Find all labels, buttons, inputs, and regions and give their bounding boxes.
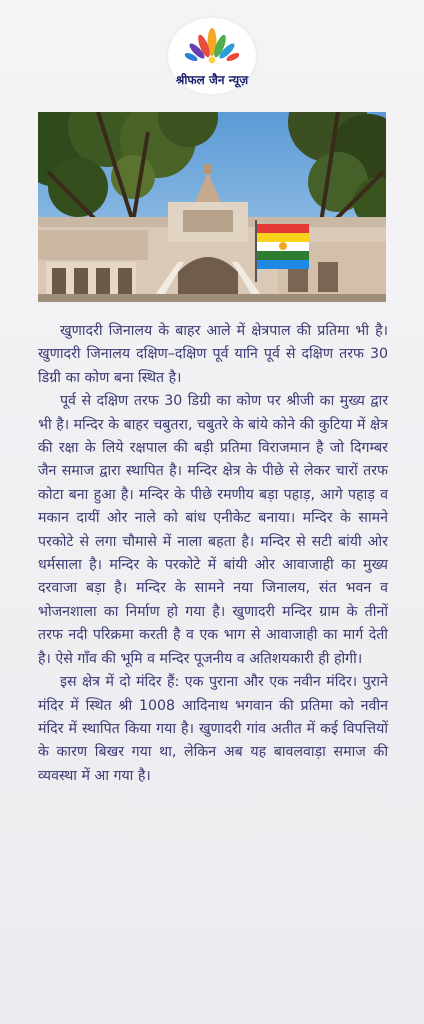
- paragraph-3: इस क्षेत्र में दो मंदिर हैं: एक पुराना और एक नवीन मंदिर। पुराने मंदिर में स्थित श्री 1008 आदिनाथ भगवान की प्रतिमा को नवीन मंदिर में स्थापित किया गया है। खुणादरी गांव अतीत में कई विपत्तियों के कारण बिखर गया था, लेकिन अब यह बावलवाड़ा समाज की व्यवस्था में आ गया है।: [38, 674, 388, 784]
- temple-photo: [38, 112, 386, 302]
- paragraph-1: खुणादरी जिनालय के बाहर आले में क्षेत्रपाल की प्रतिमा भी है। खुणादरी जिनालय दक्षिण–दक्षिण पूर्व यानि पूर्व से दक्षिण तरफ 30 डिग्री का कोण बना स्थित है।: [38, 323, 388, 386]
- logo-text: श्रीफल जैन न्यूज़: [175, 73, 249, 87]
- brand-logo: [160, 18, 264, 94]
- paragraph-2: पूर्व से दक्षिण तरफ 30 डिग्री का कोण पर श्रीजी का मुख्य द्वार भी है। मन्दिर के बाहर चबुतरा, चबुतरे के बांये कोने की कुटिया में क्षेत्र की रक्षा के लिये रक्षपाल की बड़ी प्रतिमा विराजमान है जो दिगम्बर जैन समाज द्वारा स्थापित है। मन्दिर क्षेत्र के पीछे से लेकर चारों तरफ कोटा बना हुआ है। मन्दिर के पीछे रमणीय बड़ा पहाड़, आगे पहाड़ व मकान दायीं ओर नाले को बांध एनीकेट बनाया। मन्दिर के सामने परकोटे से लगा चौमासे में नाला बहता है। मन्दिर से सटी बांयी ओर धर्मसाला है। मन्दिर के परकोटे में बांयी ओर आवाजाही का मुख्य दरवाजा बड़ा है। मन्दिर के सामने नया जिनालय, संत भवन व भोजनशाला का निर्माण हो गया है। खुणादरी मन्दिर ग्राम के तीनों तरफ नदी परिक्रमा करती है व एक भाग से आवाजाही का मार्ग देती है। ऐसे गाँव की भूमि व मन्दिर पूजनीय व अतिशयकारी ही होगी।: [38, 393, 388, 667]
- lotus-icon: [185, 26, 239, 68]
- article-body: [38, 320, 388, 788]
